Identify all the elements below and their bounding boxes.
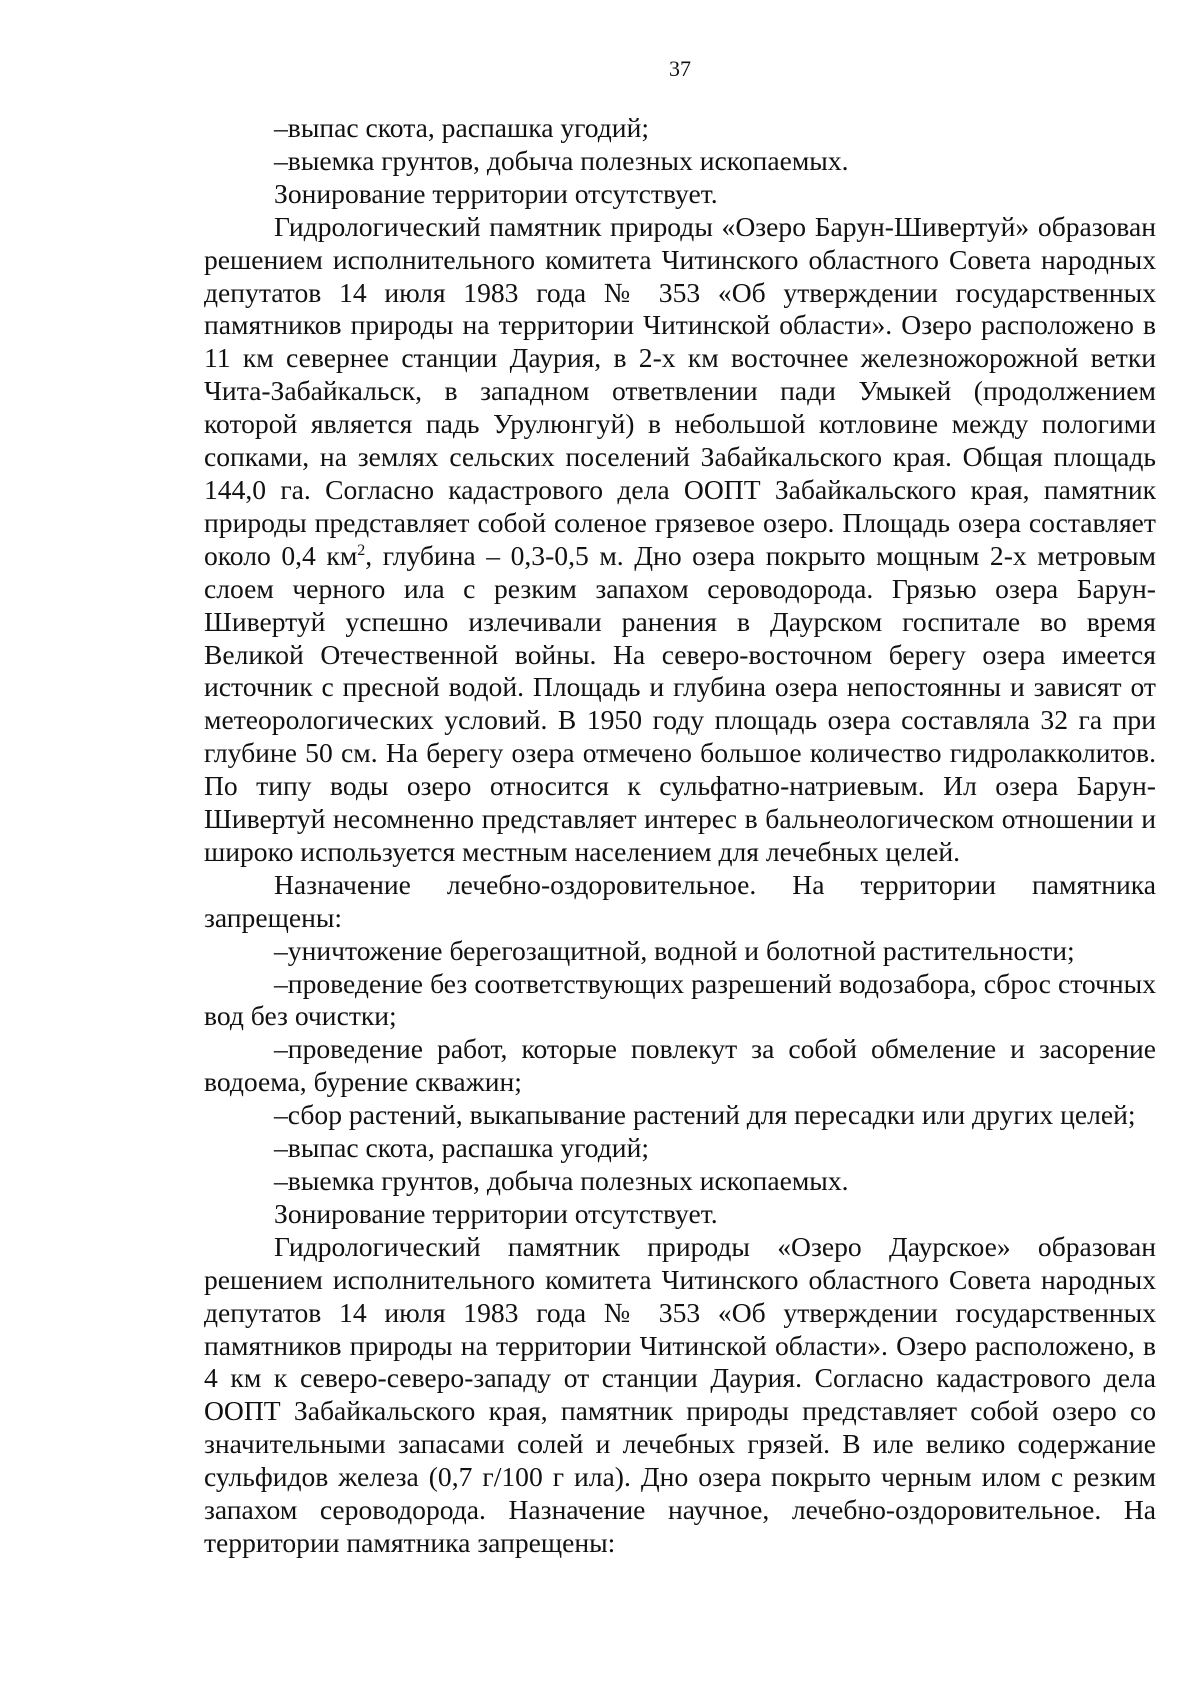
list-item-grazing-2: –выпас скота, распашка угодий; <box>274 1132 650 1164</box>
list-item-vegetation: –уничтожение берегозащитной, водной и болотной растительности; <box>274 934 1075 966</box>
list-item-water-intake: –проведение без соответствующих разрешений водозабора, сброс сточных вод без очистки; <box>204 967 1156 1032</box>
paragraph-zoning: Зонирование территории отсутствует. <box>274 177 718 209</box>
list-item-plants: –сбор растений, выкапывание растений для пересадки или других целей; <box>274 1099 1136 1131</box>
document-body <box>204 112 1156 1560</box>
list-item-works: –проведение работ, которые повлекут за собой обмеление и засорение водоема, бурение скважин; <box>204 1033 1156 1098</box>
page-number: 37 <box>669 56 691 81</box>
paragraph-purpose: Назначение лечебно-оздоровительное. На территории памятника запрещены: <box>204 868 1156 933</box>
paragraph-barun-shivertuy <box>204 211 1156 869</box>
list-item-excavation: –выемка грунтов, добыча полезных ископаемых. <box>274 144 849 176</box>
paragraph-zoning-2: Зонирование территории отсутствует. <box>274 1197 718 1229</box>
list-item-excavation-2: –выемка грунтов, добыча полезных ископаемых. <box>274 1165 849 1196</box>
list-item-grazing: –выпас скота, распашка угодий; <box>274 112 650 143</box>
paragraph-barun-shivertuy-continued: , глубина – 0,3-0,5 м. Дно озера покрыто мощным 2-х метровым слоем черного ила с резким запахом сероводорода. Грязью озера Барун-Шивертуй успешно излечивали ранения в Даурском госпитале во время Великой Отечественной войны. На северо-восточном берегу озера имеется источник с пресной водой. Площадь и глубина озера непостоянны и зависят от метеорологических условий. В 1950 году площадь озера составляла 32 га при глубине 50 см. На берегу озера отмечено большое количество гидролакколитов. По типу воды озеро относится к сульфатно-натриевым. Ил озера Барун-Шивертуй несомненно представляет интерес в бальнеологическом отношении и широко используется местным населением для лечебных целей. <box>204 539 1156 867</box>
paragraph-barun-shivertuy-text: Гидрологический памятник природы «Озеро Барун-Шивертуй» образован решением исполнительного комитета Читинского областного Совета народных депутатов 14 июля 1983 года № 353 «Об утверждении государственных памятников природы на территории Читинской области». Озеро расположено в 11 км севернее станции Даурия, в 2-х км восточнее железножорожной ветки Чита-Забайкальск, в западном ответвлении пади Умыкей (продолжением которой является падь Урулюнгуй) в небольшой котловине между пологими сопками, на землях сельских поселений Забайкальского края. Общая площадь 144,0 га. Согласно кадастрового дела ООПТ Забайкальского края, памятник природы представляет собой соленое грязевое озеро. Площадь озера составляет около 0,4 км <box>204 210 1156 571</box>
superscript-2: 2 <box>357 541 366 559</box>
paragraph-daurskoe: Гидрологический памятник природы «Озеро Даурское» образован решением исполнительного комитета Читинского областного Совета народных депутатов 14 июля 1983 года № 353 «Об утверждении государственных памятников природы на территории Читинской области». Озеро расположено, в 4 км к северо-северо-западу от станции Даурия. Согласно кадастрового дела ООПТ Забайкальского края, памятник природы представляет собой озеро со значительными запасами солей и лечебных грязей. В иле велико содержание сульфидов железа (0,7 г/100 г ила). Дно озера покрыто черным илом с резким запахом сероводорода. Назначение научное, лечебно-оздоровительное. На территории памятника запрещены: <box>204 1230 1156 1558</box>
